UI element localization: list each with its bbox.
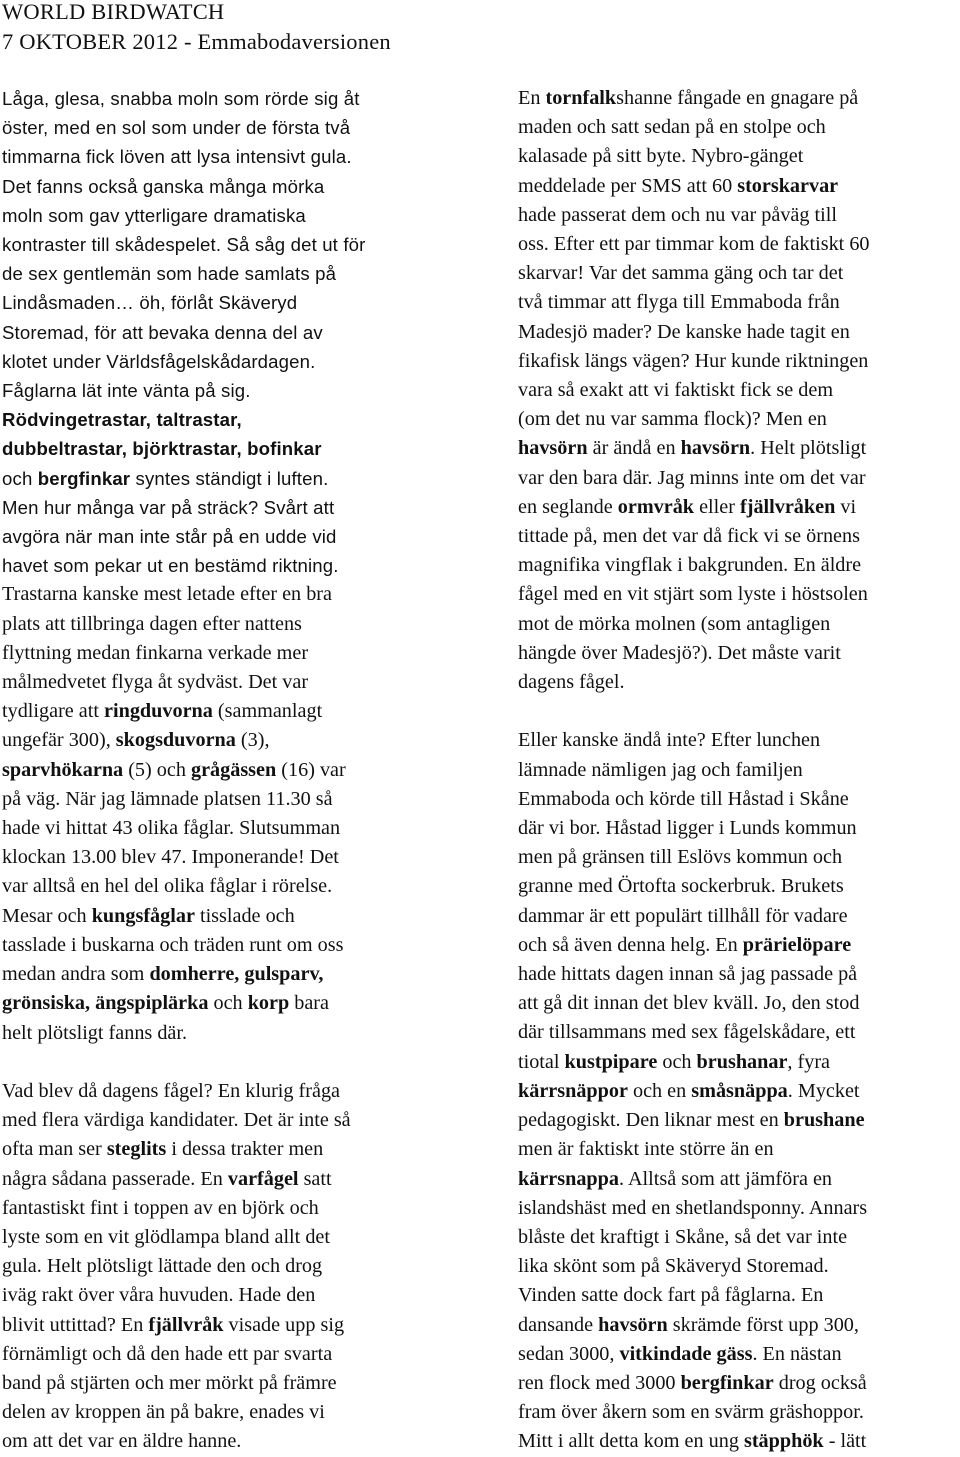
species-name: bergfinkar	[680, 1371, 774, 1394]
text-span: skrämde först upp 300,	[667, 1313, 859, 1336]
right-paragraph-2	[518, 726, 960, 1456]
text-line: men på gränsen till Eslövs kommun och	[518, 846, 843, 869]
paragraph-gap	[2, 1048, 454, 1077]
text-line: delen av kroppen än på bakre, enades vi	[2, 1401, 325, 1424]
text-line	[518, 1311, 960, 1340]
species-name: kärrsnäppor	[518, 1079, 628, 1102]
text-line	[518, 1427, 960, 1456]
left-paragraph-2	[2, 1077, 454, 1457]
species-name: korp	[247, 992, 290, 1015]
text-line: gula. Helt plötsligt lättade den och drog	[2, 1255, 323, 1278]
species-name: varfågel	[227, 1167, 299, 1190]
text-line: hade passerat dem och nu var påväg till	[518, 203, 837, 226]
text-line: Emmaboda och körde till Håstad i Skåne	[518, 787, 849, 810]
species-name: havsörn	[518, 437, 588, 460]
text-line	[2, 1135, 454, 1164]
species-name: grågässen	[190, 758, 277, 781]
paragraph-gap	[518, 697, 960, 726]
text-line: dammar är ett populärt tillhåll för vadare	[518, 904, 848, 927]
text-line: de sex gentlemän som hade samlats på	[2, 263, 337, 285]
text-line: om att det var en äldre hanne.	[2, 1430, 242, 1453]
species-name: ringduvorna	[104, 700, 213, 723]
text-line: dagens fågel.	[518, 671, 625, 694]
left-paragraph-1	[2, 580, 454, 1047]
text-line: förnämligt och då den hade ett par svarta	[2, 1342, 333, 1365]
text-span: och	[657, 1050, 692, 1073]
species-name: brushane	[783, 1109, 865, 1132]
text-line	[518, 1340, 960, 1369]
text-line: hängde över Madesjö?). Det måste varit	[518, 641, 841, 664]
text-line: var alltså en hel del olika fåglar i rörelse.	[2, 875, 333, 898]
text-line	[2, 405, 454, 434]
text-line	[518, 84, 960, 113]
text-span: Mesar och	[2, 904, 87, 927]
text-line: timmarna fick löven att lysa intensivt gula.	[2, 146, 352, 168]
text-line: fikafisk längs vägen? Hur kunde riktningen	[518, 349, 869, 372]
species-name: kungsfåglar	[91, 904, 195, 927]
text-line: tasslade i buskarna och träden runt om oss	[2, 933, 344, 956]
text-line: havet som pekar ut en bestämd riktning.	[2, 555, 339, 577]
species-name: småsnäppa	[691, 1079, 788, 1102]
text-span: en seglande	[518, 495, 613, 518]
text-line: plats att tillbringa dagen efter nattens	[2, 612, 302, 635]
text-span: blivit uttittad? En	[2, 1313, 144, 1336]
text-line	[2, 902, 454, 931]
text-line: klotet under Världsfågelskådardagen.	[2, 350, 316, 372]
text-span: ren flock med 3000	[518, 1371, 676, 1394]
text-line: att gå dit innan det blev kväll. Jo, den stod	[518, 992, 860, 1015]
text-span: sedan 3000,	[518, 1342, 615, 1365]
text-span: några sådana passerade. En	[2, 1167, 223, 1190]
text-line: moln som gav ytterligare dramatiska	[2, 204, 306, 226]
text-line	[2, 434, 454, 463]
text-line: skarvar! Var det samma gäng och tar det	[518, 262, 844, 285]
species-name: brushanar	[696, 1050, 788, 1073]
text-span: pedagogiskt. Den liknar mest en	[518, 1109, 779, 1132]
text-line	[518, 493, 960, 522]
text-line	[2, 697, 454, 726]
text-span: . Mycket	[787, 1079, 860, 1102]
text-span: satt	[298, 1167, 332, 1190]
text-line: Det fanns också ganska många mörka	[2, 175, 325, 197]
text-line: oss. Efter ett par timmar kom de faktiskt 60	[518, 233, 870, 256]
text-span: , fyra	[787, 1050, 831, 1073]
text-line	[2, 989, 454, 1018]
text-line: magnifika vingflak i bakgrunden. En äldre	[518, 554, 862, 577]
species-name: domherre, gulsparv,	[149, 963, 324, 986]
text-span: eller	[694, 495, 735, 518]
text-line: Fåglarna lät inte vänta på sig.	[2, 380, 251, 402]
text-span: i dessa trakter men	[166, 1138, 324, 1161]
text-line: Madesjö mader? De kanske hade tagit en	[518, 320, 850, 343]
text-span: (3),	[235, 729, 270, 752]
text-line	[518, 172, 960, 201]
text-span: (sammanlagt	[212, 700, 323, 723]
text-span: meddelade per SMS att 60	[518, 174, 733, 197]
text-line: Låga, glesa, snabba moln som rörde sig åt	[2, 88, 360, 109]
left-column	[2, 84, 454, 1457]
species-name: skogsduvorna	[115, 729, 236, 752]
text-span: syntes ständigt i luften.	[130, 467, 329, 489]
text-line: Trastarna kanske mest letade efter en bra	[2, 583, 332, 606]
text-line	[518, 1077, 960, 1106]
species-name: havsörn	[680, 437, 751, 460]
species-name: bergfinkar	[37, 467, 131, 489]
text-line: granne med Örtofta sockerbruk. Brukets	[518, 875, 844, 898]
text-span: (16) var	[276, 758, 346, 781]
text-line	[518, 1106, 960, 1135]
text-line: klockan 13.00 blev 47. Imponerande! Det	[2, 846, 339, 869]
text-line: Men hur många var på sträck? Svårt att	[2, 496, 335, 518]
text-line: öster, med en sol som under de första två	[2, 117, 351, 139]
text-line: målmedvetet flyga åt sydväst. Det var	[2, 671, 309, 694]
text-line: men är faktiskt inte större än en	[518, 1138, 774, 1161]
text-line: hade hittats dagen innan så jag passade på	[518, 963, 858, 986]
text-span: är ändå en	[587, 437, 676, 460]
text-line	[518, 1369, 960, 1398]
text-line: mot de mörka molnen (som antagligen	[518, 612, 831, 635]
text-line: fågel med en vit stjärt som lyste i höstsolen	[518, 583, 868, 606]
text-line: lämnade nämligen jag och familjen	[518, 758, 803, 781]
text-line: lika skönt som på Skäveryd Storemad.	[518, 1255, 829, 1278]
text-line: kontraster till skådespelet. Så såg det ut för	[2, 234, 366, 256]
text-line: Lindåsmaden… öh, förlåt Skäveryd	[2, 292, 298, 314]
text-line: två timmar att flyga till Emmaboda från	[518, 291, 840, 314]
text-line	[2, 1165, 454, 1194]
text-line: islandshäst med en shetlandsponny. Annars	[518, 1196, 868, 1219]
text-span: ofta man ser	[2, 1138, 102, 1161]
text-span: visade upp sig	[223, 1313, 345, 1336]
text-line	[518, 1165, 960, 1194]
text-span: ungefär 300),	[2, 729, 111, 752]
text-span: bara	[289, 992, 329, 1015]
right-column	[518, 84, 960, 1457]
text-span: tisslade och	[194, 904, 295, 927]
text-line	[2, 756, 454, 785]
text-line: blåste det kraftigt i Skåne, så det var inte	[518, 1225, 848, 1248]
text-line: Vad blev då dagens fågel? En klurig fråga	[2, 1079, 341, 1102]
text-span: . En nästan	[752, 1342, 842, 1365]
species-name: tornfalk	[545, 87, 617, 109]
species-name: sparvhökarna	[2, 758, 124, 781]
text-span: och så även denna helg. En	[518, 933, 738, 956]
text-line: Eller kanske ändå inte? Efter lunchen	[518, 729, 821, 752]
page-header	[2, 0, 602, 57]
text-span: och	[2, 467, 33, 489]
text-span: vi	[835, 495, 857, 518]
species-name: kustpipare	[564, 1050, 658, 1073]
text-line: vara så exakt att vi faktiskt fick se dem	[518, 379, 834, 402]
text-line	[518, 1048, 960, 1077]
text-span: medan andra som	[2, 963, 145, 986]
species-name: grönsiska, ängspiplärka	[2, 992, 209, 1015]
text-line: lyste som en vit glödlampa bland allt det	[2, 1225, 330, 1248]
text-line: avgöra när man inte står på en udde vid	[2, 526, 337, 548]
text-span: dansande	[518, 1313, 594, 1336]
text-line: kalasade på sitt byte. Nybro-gänget	[518, 145, 804, 168]
text-line: tittade på, men det var då fick vi se örnens	[518, 525, 860, 548]
text-line: hade vi hittat 43 olika fåglar. Slutsumman	[2, 817, 341, 840]
text-line: fram över åkern som en svärm gräshoppor.	[518, 1401, 864, 1424]
site-title: WORLD BIRDWATCH	[2, 0, 225, 24]
text-line: där vi bor. Håstad ligger i Lunds kommun	[518, 817, 857, 840]
left-intro-paragraph	[2, 84, 454, 580]
text-span: drog också	[773, 1371, 867, 1394]
text-line: Vinden satte dock fart på fåglarna. En	[518, 1284, 824, 1307]
text-span: tiotal	[518, 1050, 560, 1073]
species-name: ormvråk	[617, 495, 695, 518]
text-span: . Helt plötsligt	[750, 437, 867, 460]
text-span: Mitt i allt detta kom en ung	[518, 1430, 739, 1453]
text-line: band på stjärten och mer mörkt på främre	[2, 1371, 337, 1394]
text-line: maden och satt sedan på en stolpe och	[518, 116, 826, 139]
right-paragraph-1	[518, 84, 960, 697]
text-span: shanne fångade en gnagare på	[616, 87, 859, 109]
species-name: storskarvar	[737, 174, 839, 197]
text-span: (5) och	[123, 758, 186, 781]
text-line	[2, 960, 454, 989]
species-name: vitkindade gäss	[619, 1342, 753, 1365]
text-line: fantastiskt fint i toppen av en björk och	[2, 1196, 319, 1219]
species-name: stäpphök	[743, 1430, 824, 1453]
text-span: . Alltså som att jämföra en	[618, 1167, 833, 1190]
text-span: och	[208, 992, 243, 1015]
text-span: - lätt	[823, 1430, 867, 1453]
text-line: var den bara där. Jag minns inte om det var	[518, 466, 866, 489]
species-name: prärielöpare	[742, 933, 852, 956]
species-name: dubbeltrastar, björktrastar, bofinkar	[2, 438, 322, 460]
text-line: iväg rakt över våra huvuden. Hade den	[2, 1284, 316, 1307]
text-line	[2, 464, 454, 493]
species-name: steglits	[106, 1138, 167, 1161]
text-line: på väg. När jag lämnade platsen 11.30 så	[2, 787, 333, 810]
species-name: fjällvråken	[740, 495, 836, 518]
text-line: med flera värdiga kandidater. Det är inte så	[2, 1109, 351, 1132]
text-line	[518, 434, 960, 463]
species-name: havsörn	[598, 1313, 668, 1336]
species-name: kärrsnappa	[518, 1167, 619, 1190]
species-name: fjällvråk	[148, 1313, 224, 1336]
text-span: En	[518, 87, 541, 109]
species-name: Rödvingetrastar, taltrastar,	[2, 409, 242, 431]
text-line: flyttning medan finkarna verkade mer	[2, 641, 309, 664]
text-line: helt plötsligt fanns där.	[2, 1021, 188, 1044]
text-line	[518, 931, 960, 960]
text-line: (om det nu var samma flock)? Men en	[518, 408, 827, 431]
text-line	[2, 726, 454, 755]
text-line: där tillsammans med sex fågelskådare, ett	[518, 1021, 856, 1044]
page-subtitle: 7 OKTOBER 2012 - Emmabodaversionen	[2, 29, 391, 54]
text-span: tydligare att	[2, 700, 99, 723]
text-line	[2, 1311, 454, 1340]
text-span: och en	[627, 1079, 687, 1102]
text-line: Storemad, för att bevaka denna del av	[2, 321, 323, 343]
